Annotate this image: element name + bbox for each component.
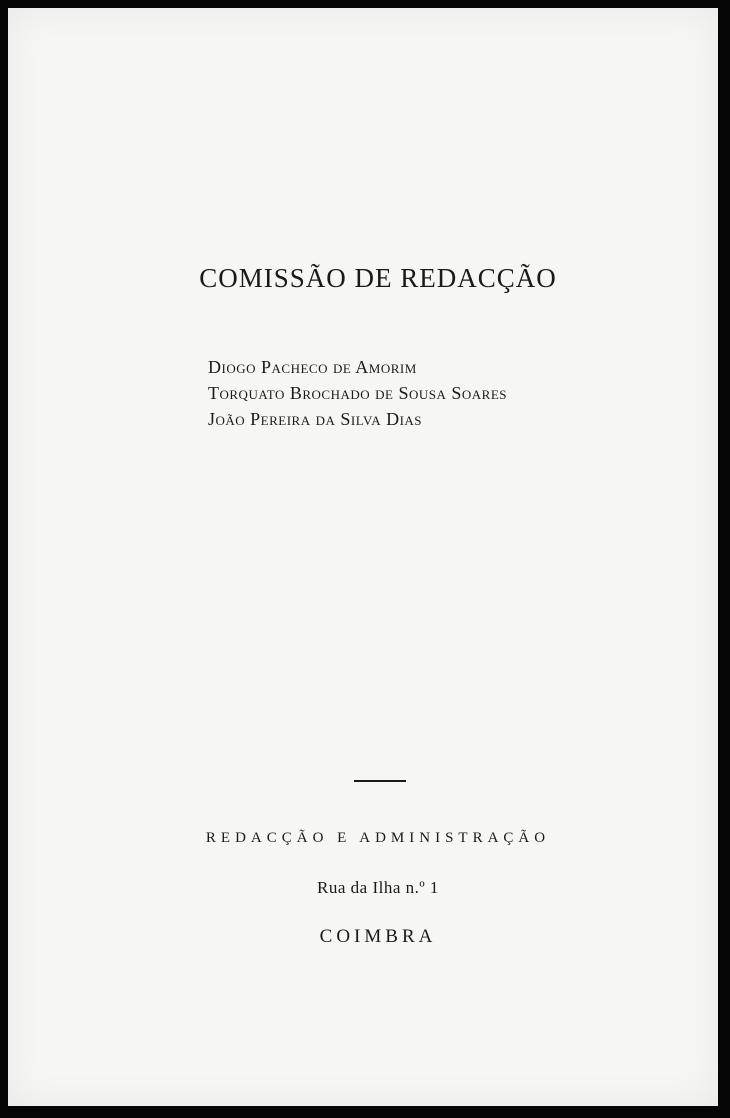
member-name: Diogo Pacheco de Amorim bbox=[208, 357, 417, 377]
administration-label: REDACÇÃO E ADMINISTRAÇÃO bbox=[205, 830, 551, 846]
city-name: COIMBRA bbox=[319, 926, 437, 947]
member-name: Torquato Brochado de Sousa Soares bbox=[208, 383, 508, 403]
committee-members-list bbox=[208, 354, 507, 432]
address-line: Rua da Ilha n.º 1 bbox=[317, 878, 439, 897]
member-name: João Pereira da Silva Dias bbox=[208, 409, 423, 429]
divider-rule bbox=[354, 780, 406, 782]
page-title: COMISSÃO DE REDACÇÃO bbox=[199, 263, 557, 293]
document-page bbox=[8, 8, 718, 1106]
